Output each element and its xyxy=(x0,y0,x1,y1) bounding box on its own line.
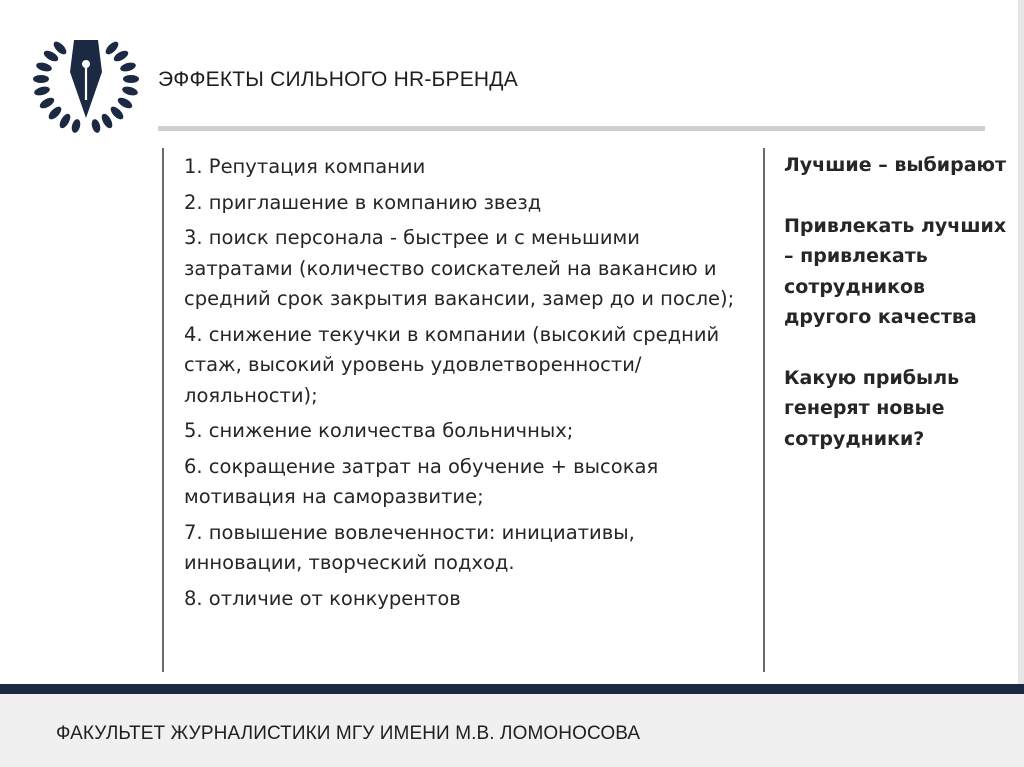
slide-edge xyxy=(1018,0,1024,767)
list-item: 2. приглашение в компанию звезд xyxy=(184,190,542,214)
title-underline xyxy=(158,126,985,131)
side-notes xyxy=(784,150,1009,484)
list-item: 8. отличие от конкурентов xyxy=(184,586,461,610)
slide-title: ЭФФЕКТЫ СИЛЬНОГО HR-БРЕНДА xyxy=(158,68,518,91)
list-item: 3. поиск персонала - быстрее и с меньшими затратами (количество соискателей на вакансию и средний срок закрытия вакансии, замер до и после); xyxy=(184,226,735,310)
list-item: 1. Репутация компании xyxy=(184,155,426,178)
faculty-logo-icon xyxy=(30,26,142,138)
side-note: Привлекать лучших – привлекать сотрудников другого качества xyxy=(784,214,1007,328)
side-note: Какую прибыль генерят новые сотрудники? xyxy=(784,366,960,450)
column-divider xyxy=(763,148,765,672)
footer-band xyxy=(0,684,1024,694)
footer-text: ФАКУЛЬТЕТ ЖУРНАЛИСТИКИ МГУ ИМЕНИ М.В. ЛОМОНОСОВА xyxy=(56,723,641,744)
list-item: 7. повышение вовлеченности: инициативы, инновации, творческий подход. xyxy=(184,520,635,574)
list-item: 5. снижение количества больничных; xyxy=(184,419,574,442)
side-note: Лучшие – выбирают xyxy=(784,154,1007,176)
effects-list xyxy=(184,152,744,619)
list-item: 6. сокращение затрат на обучение + высокая мотивация на саморазвитие; xyxy=(184,454,659,508)
left-divider xyxy=(162,148,164,672)
list-item: 4. снижение текучки в компании (высокий средний стаж, высокий уровень удовлетворенности/лояльности); xyxy=(184,322,720,407)
